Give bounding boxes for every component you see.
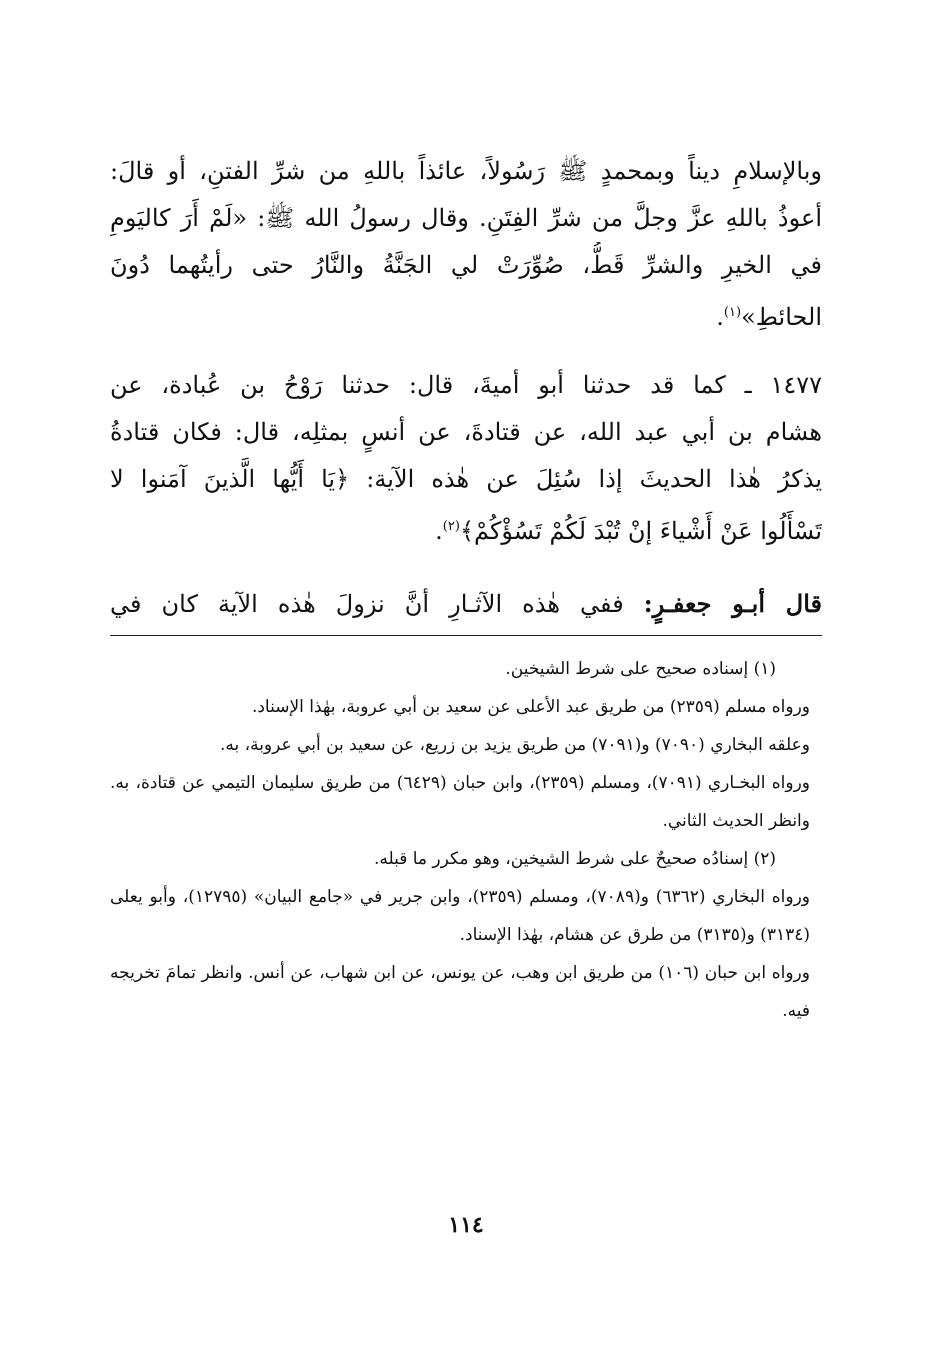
paragraph-1-line-1: وبالإسلامِ ديناً وبمحمدٍ ﷺ رَسُولاً، عائذاً باللهِ من شرِّ الفتنِ، أو قالَ: — [110, 157, 822, 185]
paragraph-2-line-3: يذكرُ هٰذا الحديثَ إذا سُئِلَ عن هٰذه الآية: ﴿يَا أَيُّها الَّذينَ آمَنوا لا — [110, 465, 822, 493]
paragraph-2-line-1: ١٤٧٧ ـ كما قد حدثنا أبو أميةَ، قال: حدثنا رَوْحُ بن عُبادة، عن — [110, 371, 822, 399]
footnote-1-line-1: ورواه مسلم (٢٣٥٩) من طريق عبد الأعلى عن سعيد بن أبي عروبة، بهٰذا الإسناد. — [251, 697, 810, 717]
paragraph-1 — [110, 148, 822, 336]
footnote-1-line-3: ورواه البخـاري (٧٠٩١)، ومسلم (٢٣٥٩)، وابن حبان (٦٤٢٩) من طريق سليمان التيمي عن قتادة، به. وانظر الحديث الثاني. — [110, 773, 810, 831]
paragraph-3-text: ففي هٰذه الآثـارِ أنَّ نزولَ هٰذه الآية كان في — [110, 590, 624, 618]
paragraph-2-end-mark: . — [435, 517, 443, 545]
paragraph-3 — [110, 580, 822, 627]
paragraph-1-line-4 — [110, 289, 822, 336]
footnote-2-heading: (٢) إسنادُه صحيحٌ على شرط الشيخين، وهو مكرر ما قبله. — [373, 849, 776, 869]
page-number: ١١٤ — [448, 1212, 484, 1238]
paragraph-2-line-2: هشام بن أبي عبد الله، عن قتادةَ، عن أنسٍ بمثلِه، قال: فكان قتادةُ — [110, 418, 822, 446]
speaker-label: قال أبـو جعفـرٍ: — [643, 589, 822, 618]
paragraph-2-line-4 — [110, 503, 822, 550]
paragraph-1-line-3: في الخيرِ والشرِّ قَطُّ، صُوِّرَتْ لي الجَنَّةُ والنَّارُ حتى رأيتُهما دُونَ — [110, 251, 822, 279]
footnote-1-heading: (١) إسناده صحيح على شرط الشيخين. — [505, 659, 776, 679]
footnote-ref-1[interactable]: (١) — [723, 305, 742, 320]
footnote-ref-2[interactable]: (٢) — [442, 519, 460, 534]
paragraph-1-line-4-text: الحائطِ» — [741, 303, 822, 331]
paragraph-1-line-2: أعوذُ باللهِ عزَّ وجلَّ من شرِّ الفِتَنِ. وقال رسولُ الله ﷺ: «لَمْ أَرَ كاليَومِ — [110, 204, 822, 232]
footnote-divider — [110, 635, 822, 636]
footnotes — [110, 650, 810, 1030]
paragraph-1-end-mark: . — [716, 303, 724, 331]
paragraph-3-line-1 — [110, 580, 822, 627]
footnote-2-line-1: ورواه البخاري (٦٣٦٢) و(٧٠٨٩)، ومسلم (٢٣٥٩)، وابن جرير في «جامع البيان» (١٢٧٩٥)، وأبو يعلى (٣١٣٤) و(٣١٣٥) من طرق عن هشام، بهٰذا الإسناد. — [110, 887, 810, 945]
paragraph-2 — [110, 362, 822, 550]
footnote-1-line-2: وعلقه البخاري (٧٠٩٠) و(٧٠٩١) من طريق يزيد بن زريع، عن سعيد بن أبي عروبة، به. — [219, 735, 810, 755]
footnote-2-line-2: ورواه ابن حبان (١٠٦) من طريق ابن وهب، عن يونس، عن ابن شهاب، عن أنس. وانظر تمامَ تخريجه فيه. — [110, 963, 810, 1021]
paragraph-2-line-4-text: تَسْأَلُوا عَنْ أَشْياءَ إنْ تُبْدَ لَكُمْ تَسُؤْكُمْ﴾ — [459, 517, 822, 545]
